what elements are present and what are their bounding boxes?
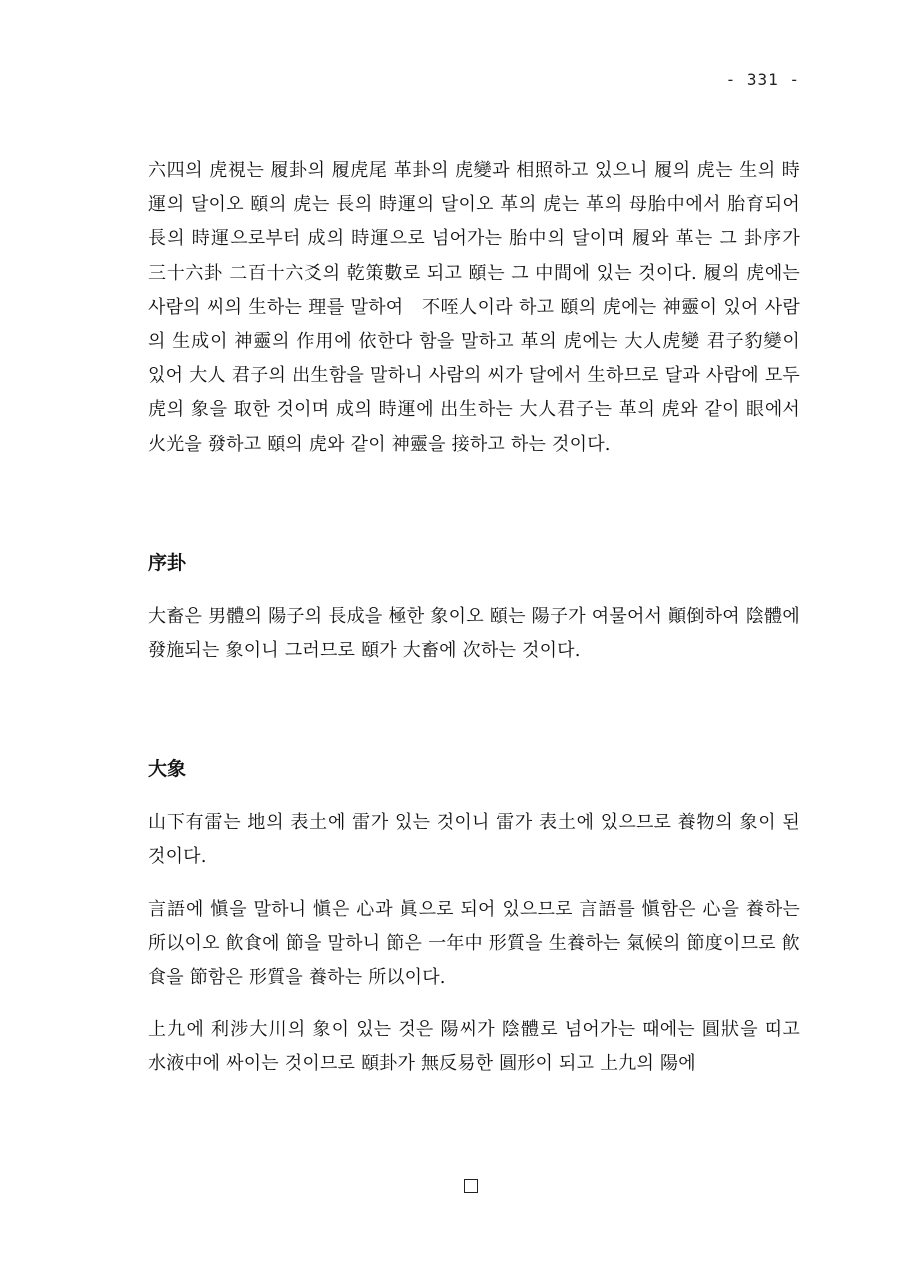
paragraph-great-image-3: 上九에 利涉大川의 象이 있는 것은 陽씨가 陰體로 넘어가는 때에는 圓狀을 띠고 水液中에 싸이는 것이므로 頤卦가 無反易한 圓形이 되고 上九의 陽에: [148, 1019, 800, 1075]
paragraph-great-image-2: 言語에 愼을 말하니 愼은 心과 眞으로 되어 있으므로 言語를 愼함은 心을 養하는 所以이오 飮食에 節을 말하니 節은 一年中 形質을 生養하는 氣候의 節度이므로 飮食을 節함은 形質을 養하는 所以이다.: [148, 898, 800, 989]
paragraph-sequence: 大畜은 男體의 陽子의 長成을 極한 象이오 頤는 陽子가 여물어서 顚倒하여 陰體에 發施되는 象이니 그러므로 頤가 大畜에 次하는 것이다.: [148, 605, 800, 662]
heading-great-image: 大象: [148, 758, 187, 781]
body-text: [148, 154, 800, 1082]
paragraph-tiger-symbolism: 六四의 虎視는 履卦의 履虎尾 革卦의 虎變과 相照하고 있으니 履의 虎는 生의 時運의 달이오 頤의 虎는 長의 時運의 달이오 革의 虎는 革의 母胎中에서 胎育되어 長의 時運으로부터 成의 時運으로 넘어가는 胎中의 달이며 履와 革는 그 卦序가 三十六卦 二百十六爻의 乾策數로 되고 頤는 그 中間에 있는 것이다. 履의 虎에는 사람의 씨의 生하는 理를 말하여 不咥人이라 하고 頤의 虎에는 神靈이 있어 사람의 生成이 神靈의 作用에 依한다 함을 말하고 革의 虎에는 大人虎變 君子豹變이 있어 大人 君子의 出生함을 말하니 사람의 씨가 달에서 生하므로 달과 사람에 모두 虎의 象을 取한 것이며 成의 時運에 出生하는 大人君子는 革의 虎와 같이 眼에서 火光을 發하고 頤의 虎와 같이 神靈을 接하고 하는 것이다.: [148, 160, 800, 455]
heading-sequence-of-hexagrams: 序卦: [148, 551, 187, 574]
footer-square-icon: [464, 1179, 478, 1193]
paragraph-great-image-1: 山下有雷는 地의 表土에 雷가 있는 것이니 雷가 表土에 있으므로 養物의 象이 된 것이다.: [148, 812, 800, 868]
page-number: - 331 -: [725, 70, 800, 89]
